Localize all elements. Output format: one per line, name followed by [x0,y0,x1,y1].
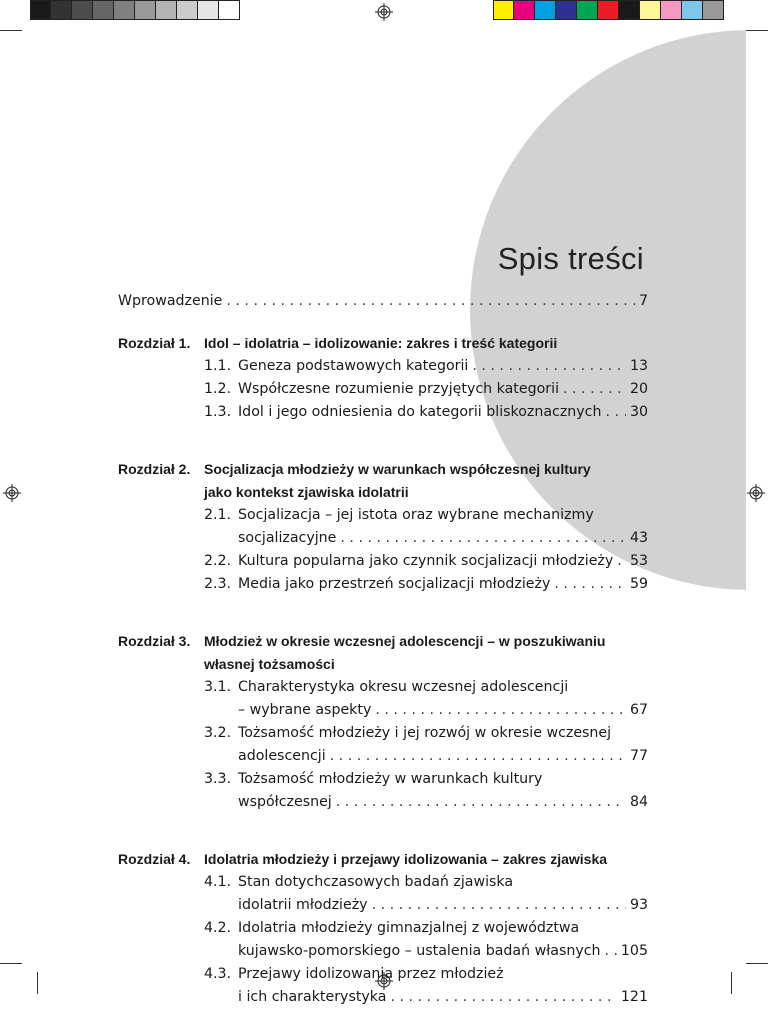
section-line [238,504,648,527]
page-title: Spis treści [497,240,644,276]
color-swatch [156,0,177,20]
chapter-title: Idol – idolatria – idolizowanie: zakres i treść kategorii [204,335,558,351]
section-line [238,871,648,894]
section-number: 4.1. [204,874,232,890]
section-line [238,699,648,722]
section-title: Media jako przestrzeń socjalizacji młodzieży [238,576,551,592]
leader-dots [372,894,626,917]
section-line [238,940,648,963]
toc-page-number: 67 [629,702,648,718]
cmyk-color-bar [493,0,724,22]
color-swatch [198,0,219,20]
leader-dots [390,986,616,1009]
color-swatch [493,0,514,20]
grayscale-color-bar [30,0,240,22]
section-title: Idolatria młodzieży gimnazjalnej z województwa [238,920,580,936]
toc-page-number: 105 [620,943,648,959]
section-line [238,791,648,814]
section-title: Przejawy idolizowania przez młodzież [238,966,504,982]
section-number: 1.2. [204,381,232,397]
section-number: 2.2. [204,553,232,569]
chapter-label: Rozdział 4. [118,851,191,867]
section-number: 3.2. [204,725,232,741]
section-title: Idol i jego odniesienia do kategorii bliskoznacznych [238,404,602,420]
section-title: i ich charakterystyka [238,989,387,1005]
toc-page-number: 121 [620,989,648,1005]
section-number: 3.1. [204,679,232,695]
color-swatch [682,0,703,20]
toc-page-number: 93 [629,897,648,913]
leader-dots [340,527,626,550]
color-swatch [177,0,198,20]
toc-entry-label: Wprowadzenie [118,293,223,309]
chapter-label: Rozdział 3. [118,633,191,649]
leader-dots [330,745,626,768]
section-line [238,894,648,917]
toc-intro-row [118,290,648,313]
section-line [238,573,648,596]
crop-mark [746,30,768,31]
section-number: 1.1. [204,358,232,374]
toc-page-number: 43 [629,530,648,546]
color-swatch [619,0,640,20]
leader-dots [554,573,626,596]
section-line [238,963,648,986]
section-number: 1.3. [204,404,232,420]
leader-dots [605,401,625,424]
section-title: Współczesne rozumienie przyjętych kategorii [238,381,560,397]
chapter-title: Idolatria młodzieży i przejawy idolizowania – zakres zjawiska [204,851,608,867]
crop-mark [0,30,22,31]
section-title: współczesnej [238,794,332,810]
section-number: 3.3. [204,771,232,787]
section-title: Socjalizacja – jej istota oraz wybrane mechanizmy [238,507,594,523]
color-swatch [93,0,114,20]
toc-page-number: 30 [629,404,648,420]
section-title: Charakterystyka okresu wczesnej adolescencji [238,679,569,695]
section-line [238,401,648,424]
color-swatch [661,0,682,20]
crop-mark [0,963,22,964]
chapter-label: Rozdział 2. [118,461,191,477]
section-line [238,917,648,940]
leader-dots [226,290,635,313]
leader-dots [375,699,626,722]
chapter-label: Rozdział 1. [118,335,191,351]
chapter-title: Młodzież w okresie wczesnej adolescencji – w poszukiwaniu [204,633,606,649]
leader-dots [563,378,626,401]
section-line [238,527,648,550]
color-swatch [703,0,724,20]
section-line [238,550,648,573]
section-title: kujawsko-pomorskiego – ustalenia badań własnych [238,943,601,959]
registration-mark-icon [3,484,21,502]
section-line [238,745,648,768]
crop-mark [746,963,768,964]
toc-page-number: 53 [629,553,648,569]
color-swatch [514,0,535,20]
section-line [238,378,648,401]
chapter-title: jako kontekst zjawiska idolatrii [204,484,409,500]
section-line [238,722,648,745]
toc-page-number: 59 [629,576,648,592]
section-title: socjalizacyjne [238,530,337,546]
section-title: Tożsamość młodzieży i jej rozwój w okresie wczesnej [238,725,612,741]
leader-dots [472,355,626,378]
section-number: 4.3. [204,966,232,982]
leader-dots [336,791,626,814]
color-swatch [51,0,72,20]
section-title: Kultura popularna jako czynnik socjalizacji młodzieży [238,553,614,569]
section-number: 2.1. [204,507,232,523]
crop-mark [731,972,732,994]
registration-mark-icon [747,484,765,502]
section-title: Stan dotychczasowych badań zjawiska [238,874,514,890]
color-swatch [114,0,135,20]
color-swatch [535,0,556,20]
chapter-title: własnej tożsamości [204,656,335,672]
section-line [238,676,648,699]
section-number: 2.3. [204,576,232,592]
section-number: 4.2. [204,920,232,936]
toc-page-number: 13 [629,358,648,374]
color-swatch [556,0,577,20]
section-title: Geneza podstawowych kategorii [238,358,469,374]
color-swatch [135,0,156,20]
section-line [238,986,648,1009]
registration-mark-icon [375,3,393,21]
color-swatch [640,0,661,20]
section-line [238,768,648,791]
section-title: – wybrane aspekty [238,702,372,718]
color-swatch [577,0,598,20]
color-swatch [30,0,51,20]
toc-page-number: 77 [629,748,648,764]
section-line [238,355,648,378]
section-title: Tożsamość młodzieży w warunkach kultury [238,771,543,787]
chapter-title: Socjalizacja młodzieży w warunkach współczesnej kultury [204,461,591,477]
color-swatch [219,0,240,20]
leader-dots [605,940,617,963]
color-swatch [72,0,93,20]
toc-page-number: 84 [629,794,648,810]
crop-mark [37,972,38,994]
toc-page-number: 20 [629,381,648,397]
toc-page-number: 7 [638,293,648,309]
section-title: adolescencji [238,748,326,764]
leader-dots [617,550,626,573]
section-title: idolatrii młodzieży [238,897,368,913]
color-swatch [598,0,619,20]
